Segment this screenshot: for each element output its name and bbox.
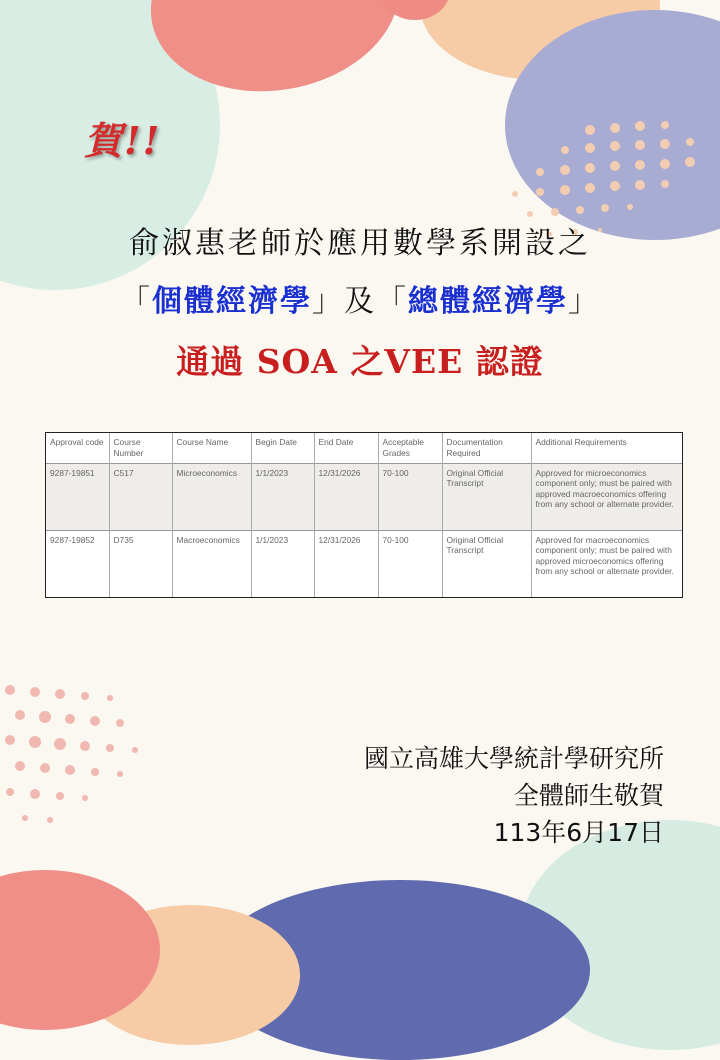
cell-acceptable-grades: 70-100 [378, 463, 442, 530]
headline-line-1: 俞淑惠老師於應用數學系開設之 [129, 226, 591, 261]
cell-end-date: 12/31/2026 [314, 530, 378, 597]
footer-congratulators: 全體師生敬賀 [513, 781, 664, 810]
table-row [46, 463, 682, 530]
table-header-row [46, 433, 682, 463]
headline-line-3: 通過 SOA 之VEE 認證 [176, 342, 544, 381]
congrats-title: 賀!! [84, 118, 162, 163]
bracket-close: 」 [568, 284, 600, 319]
header-acceptable-grades: Acceptable Grades [378, 433, 442, 463]
header-end-date: End Date [314, 433, 378, 463]
cell-approval-code: 9287-19852 [46, 530, 109, 597]
cell-course-name: Macroeconomics [172, 530, 251, 597]
header-course-number: Course Number [109, 433, 172, 463]
cell-additional-requirements: Approved for microeconomics component only; must be paired with approved macroeconomics offering from any school or alternate provider. [535, 467, 674, 509]
cell-acceptable-grades: 70-100 [378, 530, 442, 597]
header-additional-requirements: Additional Requirements [535, 437, 627, 447]
bracket-and: 」及「 [312, 284, 408, 319]
cell-course-number: C517 [109, 463, 172, 530]
cell-additional-requirements: Approved for macroeconomics component only; must be paired with approved microeconomics offering from any school or alternate provider. [535, 534, 674, 577]
header-course-name: Course Name [172, 433, 251, 463]
cell-documentation: Original Official Transcript [442, 463, 531, 530]
footer-date: 113年6月17日 [493, 818, 664, 847]
course-microeconomics: 個體經濟學 [152, 284, 312, 319]
dot-pattern-top-right [470, 120, 720, 290]
footer-institute: 國立高雄大學統計學研究所 [363, 744, 664, 773]
cell-approval-code: 9287-19851 [46, 463, 109, 530]
header-begin-date: Begin Date [251, 433, 314, 463]
cell-course-number: D735 [109, 530, 172, 597]
dot-pattern-bottom-left [0, 680, 200, 850]
cell-end-date: 12/31/2026 [314, 463, 378, 530]
bracket-open: 「 [120, 284, 152, 319]
cell-documentation: Original Official Transcript [442, 530, 531, 597]
cell-begin-date: 1/1/2023 [251, 530, 314, 597]
table-row [46, 530, 682, 597]
cell-course-name: Microeconomics [172, 463, 251, 530]
header-documentation-required: Documentation Required [442, 433, 531, 463]
header-approval-code: Approval code [46, 433, 109, 463]
vee-approval-table [45, 432, 683, 598]
cell-begin-date: 1/1/2023 [251, 463, 314, 530]
footer-signature [364, 740, 664, 851]
course-macroeconomics: 總體經濟學 [408, 284, 568, 319]
headline-line-2 [0, 276, 720, 320]
